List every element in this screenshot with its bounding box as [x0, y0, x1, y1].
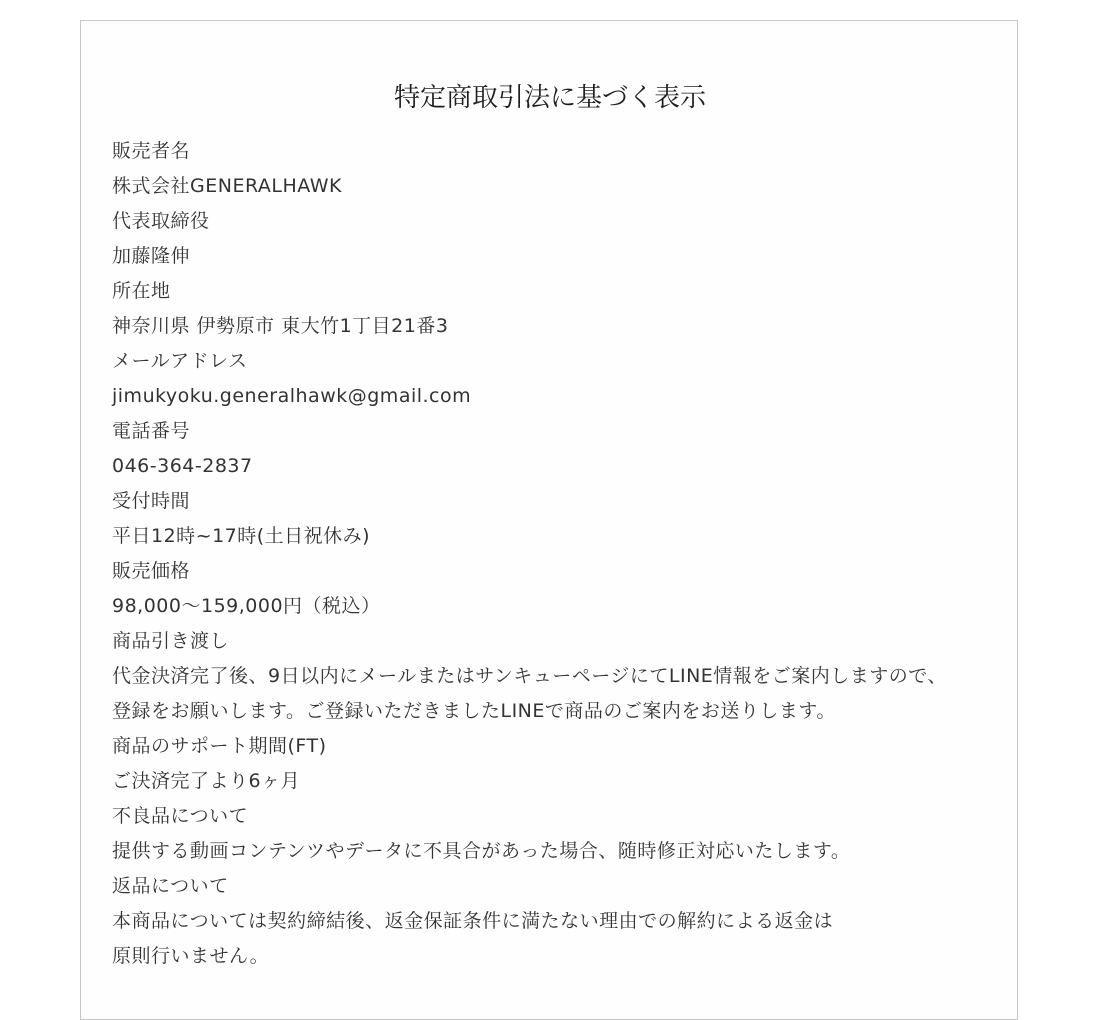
value-address: 神奈川県 伊勢原市 東大竹1丁目21番3: [112, 315, 449, 337]
value-email: jimukyoku.generalhawk@gmail.com: [112, 385, 472, 407]
label-returns: 返品について: [112, 875, 229, 897]
page-title: 特定商取引法に基づく表示: [393, 83, 706, 113]
value-returns-line-2: 原則行いません。: [112, 945, 270, 967]
legal-info-list: [112, 134, 1072, 974]
value-support-period: ご決済完了より6ヶ月: [112, 770, 301, 792]
label-representative: 代表取締役: [112, 210, 210, 232]
value-phone: 046-364-2837: [112, 455, 253, 477]
value-defects: 提供する動画コンテンツやデータに不具合があった場合、随時修正対応いたします。: [112, 840, 851, 862]
value-seller-name: 株式会社GENERALHAWK: [112, 175, 342, 197]
label-seller-name: 販売者名: [112, 140, 191, 162]
label-phone: 電話番号: [112, 420, 191, 442]
value-delivery-line-2: 登録をお願いします。ご登録いただきましたLINEで商品のご案内をお送りします。: [112, 700, 836, 722]
label-address: 所在地: [112, 280, 171, 302]
label-business-hours: 受付時間: [112, 490, 191, 512]
label-price: 販売価格: [112, 560, 191, 582]
label-delivery: 商品引き渡し: [112, 630, 230, 652]
label-email: メールアドレス: [112, 350, 248, 372]
label-defects: 不良品について: [112, 805, 249, 827]
value-returns-line-1: 本商品については契約締結後、返金保証条件に満たない理由での解約による返金は: [112, 910, 834, 932]
value-representative: 加藤隆伸: [112, 245, 191, 267]
label-support-period: 商品のサポート期間(FT): [112, 735, 327, 757]
value-price: 98,000〜159,000円（税込）: [112, 595, 381, 617]
value-delivery-line-1: 代金決済完了後、9日以内にメールまたはサンキューページにてLINE情報をご案内しますので、: [112, 665, 947, 687]
value-business-hours: 平日12時~17時(土日祝休み): [112, 525, 371, 547]
